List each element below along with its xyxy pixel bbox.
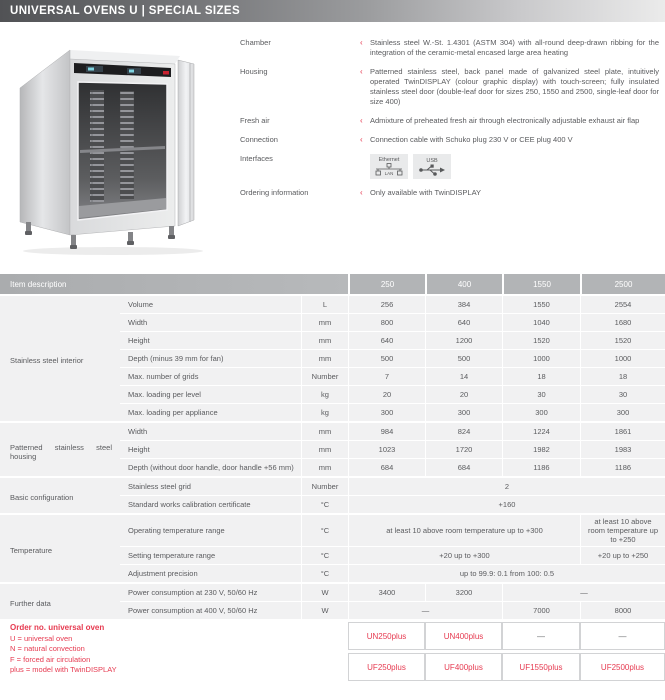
cell: 30 — [502, 386, 580, 403]
cell-span-all: 2 — [348, 478, 665, 495]
interface-icons — [370, 154, 451, 179]
spec-row-ordering — [240, 188, 659, 198]
row-label: Standard works calibration certificate — [120, 496, 301, 513]
spec-row-connection — [240, 135, 659, 145]
row-label: Width — [120, 314, 301, 331]
row-label: Power consumption at 400 V, 50/60 Hz — [120, 602, 301, 619]
order-cell-uf250: UF250plus — [348, 653, 425, 681]
row-label: Max. number of grids — [120, 368, 301, 385]
spec-text: Patterned stainless steel, back panel made of galvanized steel plate, intuitively operated TwinDISPLAY (colour graphic display) with touch-screen; fully insulated stainless steel door (double-leaf door for sizes 250, 1550 and 2500, single-leaf door for size 400) — [370, 67, 659, 106]
cell: 20 — [348, 386, 425, 403]
row-unit: mm — [301, 314, 348, 331]
cell: 8000 — [580, 602, 665, 619]
spec-text: Connection cable with Schuko plug 230 V or CEE plug 400 V — [370, 135, 573, 144]
order-legend-line: U = universal oven — [10, 633, 73, 643]
cell: 300 — [580, 404, 665, 421]
header-item-description: Item description — [0, 274, 348, 294]
order-cell-un400: UN400plus — [425, 622, 502, 650]
page-title: UNIVERSAL OVENS U | SPECIAL SIZES — [0, 0, 665, 22]
section-category: Further data — [0, 584, 120, 619]
spec-label: Fresh air — [240, 116, 270, 125]
spec-table — [0, 274, 665, 681]
usb-glyph — [418, 164, 446, 176]
cell: 300 — [425, 404, 502, 421]
header-col-2500: 2500 — [580, 274, 665, 294]
top-section — [0, 22, 665, 262]
cell: 3200 — [425, 584, 502, 601]
row-label: Height — [120, 332, 301, 349]
cell: 7 — [348, 368, 425, 385]
row-unit: W — [301, 584, 348, 601]
row-label: Power consumption at 230 V, 50/60 Hz — [120, 584, 301, 601]
order-cell-empty: — — [580, 622, 665, 650]
section-category: Temperature — [0, 515, 120, 582]
order-legend-title: Order no. universal oven — [10, 623, 105, 632]
order-legend-line: F = forced air circulation — [10, 654, 91, 664]
row-unit: kg — [301, 386, 348, 403]
row-label: Height — [120, 441, 301, 458]
header-col-250: 250 — [348, 274, 425, 294]
bullet-icon: ‹ — [360, 116, 363, 125]
cell: +20 up to +250 — [580, 547, 665, 564]
cell: 1040 — [502, 314, 580, 331]
row-label: Volume — [120, 296, 301, 313]
spec-row-chamber — [240, 38, 659, 58]
spec-text: Admixture of preheated fresh air through electronically adjustable exhaust air flap — [370, 116, 640, 125]
spec-text: Stainless steel W.-St. 1.4301 (ASTM 304) with all-round deep-drawn ribbing for the integration of the ceramic-metal encased large area heating — [370, 38, 659, 57]
usb-label: USB — [426, 157, 438, 164]
cell: 30 — [580, 386, 665, 403]
section-stainless-steel-interior — [0, 296, 665, 421]
cell: 1224 — [502, 423, 580, 440]
order-section — [0, 622, 665, 681]
order-cell-empty: — — [502, 622, 580, 650]
cell: 824 — [425, 423, 502, 440]
cell: 1023 — [348, 441, 425, 458]
row-unit: mm — [301, 459, 348, 476]
cell: 500 — [348, 350, 425, 367]
cell: 1720 — [425, 441, 502, 458]
cell: 500 — [425, 350, 502, 367]
spec-label: Interfaces — [240, 154, 273, 163]
cell: 7000 — [502, 602, 580, 619]
usb-icon — [413, 154, 451, 179]
bullet-icon: ‹ — [360, 135, 363, 144]
cell: 3400 — [348, 584, 425, 601]
row-unit: mm — [301, 441, 348, 458]
cell: 640 — [348, 332, 425, 349]
row-unit: °C — [301, 547, 348, 564]
section-basic-configuration — [0, 478, 665, 513]
row-unit: mm — [301, 350, 348, 367]
order-cell-uf400: UF400plus — [425, 653, 502, 681]
spec-row-housing — [240, 67, 659, 107]
cell: 300 — [348, 404, 425, 421]
row-label: Depth (without door handle, door handle +56 mm) — [120, 459, 301, 476]
cell: 984 — [348, 423, 425, 440]
cell-span-2: — — [502, 584, 665, 601]
row-unit: W — [301, 602, 348, 619]
section-category: Basic configuration — [0, 478, 120, 513]
cell: 1983 — [580, 441, 665, 458]
spec-row-fresh-air — [240, 116, 659, 126]
section-further-data — [0, 584, 665, 619]
cell: 1550 — [502, 296, 580, 313]
cell: 20 — [425, 386, 502, 403]
spec-label: Connection — [240, 135, 278, 144]
row-unit: Number — [301, 478, 348, 495]
bullet-icon: ‹ — [360, 188, 363, 197]
spec-row-interfaces — [240, 154, 659, 179]
ethernet-glyph — [373, 163, 405, 176]
cell: 1680 — [580, 314, 665, 331]
cell: 1200 — [425, 332, 502, 349]
bullet-icon: ‹ — [360, 67, 363, 76]
spec-label: Housing — [240, 67, 268, 76]
row-unit: L — [301, 296, 348, 313]
cell: 300 — [502, 404, 580, 421]
cell: 18 — [580, 368, 665, 385]
cell: 18 — [502, 368, 580, 385]
cell: 1000 — [502, 350, 580, 367]
bullet-icon: ‹ — [360, 38, 363, 47]
cell: 1520 — [502, 332, 580, 349]
row-unit: kg — [301, 404, 348, 421]
cell: 1520 — [580, 332, 665, 349]
row-label: Setting temperature range — [120, 547, 301, 564]
section-temperature — [0, 515, 665, 582]
section-category: Stainless steel interior — [0, 296, 120, 421]
spec-text: Only available with TwinDISPLAY — [370, 188, 482, 197]
order-legend-line: N = natural convection — [10, 644, 85, 653]
row-unit: Number — [301, 368, 348, 385]
row-label: Adjustment precision — [120, 565, 301, 582]
header-col-400: 400 — [425, 274, 502, 294]
spec-label: Ordering information — [240, 188, 309, 197]
cell: 256 — [348, 296, 425, 313]
row-label: Depth (minus 39 mm for fan) — [120, 350, 301, 367]
order-legend — [0, 622, 348, 681]
row-unit: °C — [301, 496, 348, 513]
product-image — [8, 30, 230, 262]
row-label: Max. loading per level — [120, 386, 301, 403]
order-cell-un250: UN250plus — [348, 622, 425, 650]
row-label: Operating temperature range — [120, 515, 301, 546]
cell: 1186 — [580, 459, 665, 476]
cell: 684 — [348, 459, 425, 476]
cell-span-all: +160 — [348, 496, 665, 513]
cell-span-2: — — [348, 602, 502, 619]
row-unit: mm — [301, 332, 348, 349]
cell: 1186 — [502, 459, 580, 476]
order-cell-uf1550: UF1550plus — [502, 653, 580, 681]
cell-span-all: up to 99.9: 0.1 from 100: 0.5 — [348, 565, 665, 582]
cell: 640 — [425, 314, 502, 331]
cell: 2554 — [580, 296, 665, 313]
cell: 1982 — [502, 441, 580, 458]
cell: at least 10 above room temperature up to +250 — [580, 515, 665, 546]
cell-span-3: at least 10 above room temperature up to +300 — [348, 515, 580, 546]
cell: 1861 — [580, 423, 665, 440]
cell: 384 — [425, 296, 502, 313]
cell: 14 — [425, 368, 502, 385]
ethernet-lan-icon — [370, 154, 408, 179]
order-legend-line: plus = model with TwinDISPLAY — [10, 665, 117, 674]
row-unit: °C — [301, 565, 348, 582]
row-label: Max. loading per appliance — [120, 404, 301, 421]
cell: 684 — [425, 459, 502, 476]
spec-list — [230, 30, 665, 262]
table-header — [0, 274, 665, 294]
spec-label: Chamber — [240, 38, 271, 47]
section-category: Patterned stainless steel housing — [0, 423, 120, 476]
row-unit: °C — [301, 515, 348, 546]
lan-label: LAN — [384, 171, 394, 176]
row-label: Width — [120, 423, 301, 440]
cell-span-3: +20 up to +300 — [348, 547, 580, 564]
cell: 1000 — [580, 350, 665, 367]
section-patterned-housing — [0, 423, 665, 476]
header-col-1550: 1550 — [502, 274, 580, 294]
oven-image — [8, 30, 226, 258]
ethernet-label: Ethernet — [378, 157, 400, 163]
row-unit: mm — [301, 423, 348, 440]
order-cell-uf2500: UF2500plus — [580, 653, 665, 681]
cell: 800 — [348, 314, 425, 331]
row-label: Stainless steel grid — [120, 478, 301, 495]
